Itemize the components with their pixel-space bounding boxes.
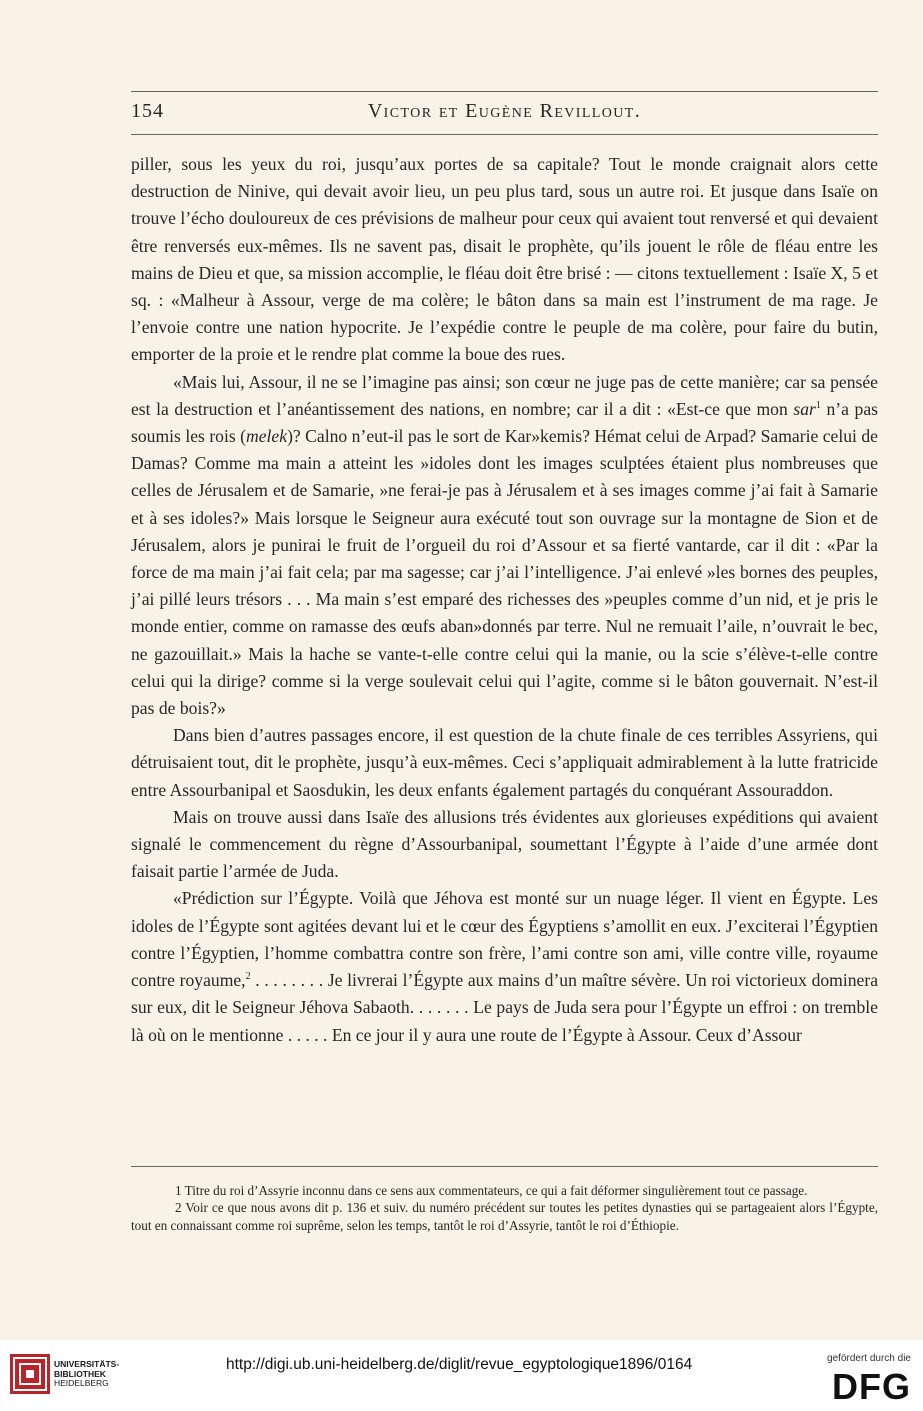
- footnotes: [131, 1182, 878, 1234]
- paragraph: «Prédiction sur l’Égypte. Voilà que Jéhova est monté sur un nuage léger. Il vient en Égypte. Les idoles de l’Égypte sont agitées devant lui et le cœur des Égyptiens s’amollit en eux. J’exciterai l’Égyptien contre l’Égyptien, l’homme combattra contre son frère, l’ami contre son ami, ville contre ville, royaume contre royaume,$^2$ . . . . . . . . Je livrerai l’Égypte aux mains d’un maître sévère. Un roi victorieux dominera sur eux, dit le Seigneur Jéhova Sabaoth. . . . . . . Le pays de Juda sera pour l’Égypte un effroi : on tremble là où on le mentionne . . . . . En ce jour il y aura une route de l’Égypte à Assour. Ceux d’Assour: [131, 888, 879, 1045]
- body-text: [131, 151, 878, 1049]
- head-rule: [131, 134, 878, 135]
- running-head: [131, 100, 878, 130]
- footnote: 1 Titre du roi d’Assyrie inconnu dans ce sens aux commentateurs, ce qui a fait déformer singulièrement tout ce passage.: [175, 1183, 808, 1198]
- paragraph: Mais on trouve aussi dans Isaïe des allusions trés évidentes aux glorieuses expéditions qui avaient signalé le commencement du règne d’Assourbanipal, soumettant l’Égypte à l’aide d’une armée dont faisait partie l’armée de Juda.: [131, 806, 878, 882]
- top-rule: [131, 91, 878, 92]
- library-name: UNIVERSITÄTS- BIBLIOTHEK HEIDELBERG: [54, 1359, 120, 1388]
- paragraph: Dans bien d’autres passages encore, il est question de la chute finale de ces terribles Assyriens, qui détruisaient tout, dit le prophète, jusqu’à eux-mêmes. Ceci s’appliquait admirablement à la lutte fratricide entre Assourbanipal et Saosdukin, les deux enfants également partagés du conquérant Assouraddon.: [131, 725, 878, 800]
- dfg-logo: DFG: [832, 1366, 911, 1407]
- university-library-logo-icon: [10, 1354, 50, 1394]
- running-title: Victor et Eugène Revillout.: [367, 100, 642, 122]
- footnote-ref[interactable]: 1: [815, 399, 821, 411]
- paragraph: «Mais lui, Assour, il ne se l’imagine pas ainsi; son cœur ne juge pas de cette manière; car sa pensée est la destruction et l’anéantissement des nations, en nombre; car il a dit : «Est-ce que mon sar$^1$ n’a pas soumis les rois (melek)? Calno n’eut-il pas le sort de Kar»kemis? Hémat celui de Arpad? Samarie celui de Damas? Comme ma main a atteint les »idoles dont les images sculptées étaient plus nombreuses que celles de Jérusalem et de Samarie, »ne ferai-je pas à Jérusalem et à ses images comme j’ai fait à Samarie et à ses idoles?» Mais lorsque le Seigneur aura exécuté tout son ouvrage sur la montagne de Sion et de Jérusalem, alors je punirai le fruit de l’orgueil du roi d’Assour et sa fierté vantarde, car il dit : «Par la force de ma main j’ai fait cela; par ma sagesse; car j’ai l’intelligence. J’ai enlevé »les bornes des peuples, j’ai pillé leurs trésors . . . Ma main s’est emparé des richesses des »peuples comme d’un nid, et je pris le monde entier, comme on ramasse des œufs aban»donnés par terre. Nul ne remuait l’aile, n’ouvrait le bec, ne gazouillait.» Mais la hache se vante-t-elle contre celui qui la manie, ou la scie s’élève-t-elle contre celui qui la dirige? comme si la verge soulevait celui qui l’agite, comme si le bâton gouvernait. N’est-il pas de bois?»: [131, 371, 878, 719]
- footnote: 2 Voir ce que nous avons dit p. 136 et suiv. du numéro précédent sur toutes les petites dynasties qui se partageaient alors l’Égypte, tout en connaissant comme roi suprême, selon les temps, tantôt le roi d’Assyrie, tantôt le roi d’Éthiopie.: [131, 1200, 878, 1233]
- permalink[interactable]: http://digi.ub.uni-heidelberg.de/diglit/revue_egyptologique1896/0164: [226, 1356, 693, 1373]
- term-melek: melek: [246, 426, 288, 447]
- funded-by-label: gefördert durch die: [827, 1353, 911, 1364]
- term-sar: sar: [793, 398, 816, 419]
- digitization-footer: [0, 1340, 923, 1411]
- footnote-ref[interactable]: 2: [245, 971, 251, 983]
- page-number: 154: [131, 100, 164, 122]
- paragraph: piller, sous les yeux du roi, jusqu’aux portes de sa capitale? Tout le monde craignait alors cette destruction de Ninive, qui devait avoir lieu, un peu plus tard, sous un autre roi. Et jusque dans Isaïe on trouve l’écho douloureux de ces prévisions de malheur pour ceux qui avaient tout renversé et qui devaient être renversés eux-mêmes. Ils ne savent pas, disait le prophète, qu’ils jouent le rôle de fléau entre les mains de Dieu et que, sa mission accomplie, le fléau doit être brisé : — citons textuellement : Isaïe X, 5 et sq. : «Malheur à Assour, verge de ma colère; le bâton dans sa main est l’instrument de ma rage. Je l’envoie contre une nation hypocrite. Je l’expédie contre le peuple de ma colère, pour faire du butin, emporter de la proie et le rendre plat comme la boue des rues.: [131, 154, 878, 365]
- footnote-rule: [131, 1166, 878, 1167]
